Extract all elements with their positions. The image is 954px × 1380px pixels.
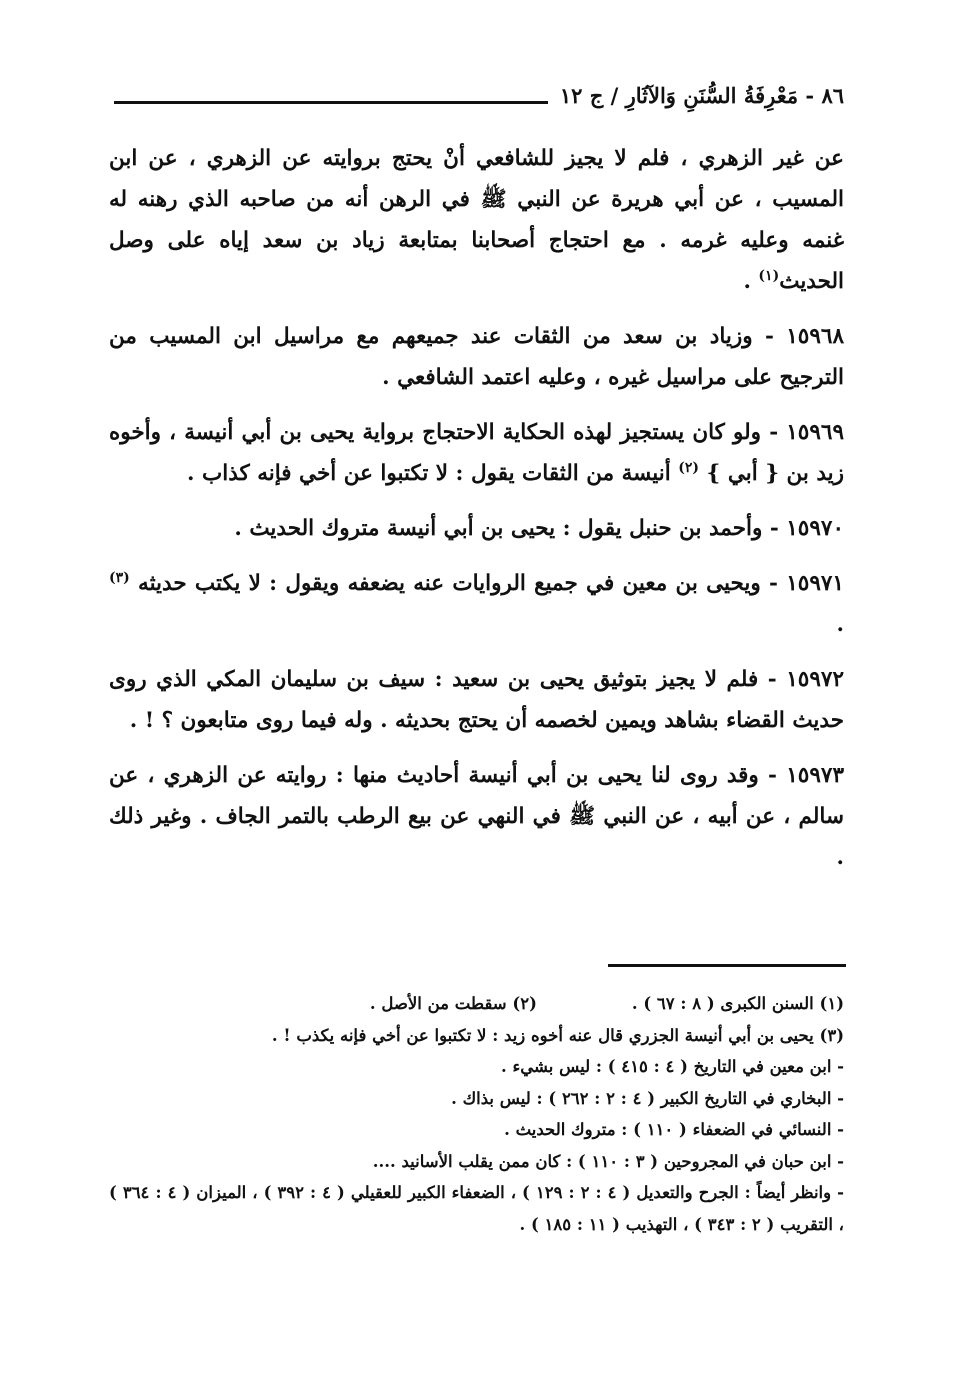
paragraph-text: عن غير الزهري ، فلم لا يجيز للشافعي أنْ يحتج بروايته عن الزهري ، عن ابن المسيب ، عن أبي هريرة عن النبي ﷺ في الرهن أنه من صاحبه الذي رهنه له غنمه وعليه غرمه . مع احتجاج أصحابنا بمتابعة زياد بن سعد إياه على وصل الحديث bbox=[109, 146, 844, 294]
paragraph-text: ١٥٩٧١ - ويحيى بن معين في جميع الروايات عنه يضعفه ويقول : لا يكتب حديثه bbox=[138, 571, 844, 596]
main-text bbox=[109, 138, 844, 892]
footnote-1: (١) السنن الكبرى ( ٨ : ٦٧ ) . bbox=[631, 994, 844, 1013]
footnote-ref: (١) bbox=[758, 267, 780, 284]
footnote-row bbox=[109, 988, 844, 1020]
footnote-separator bbox=[608, 964, 846, 967]
paragraph-15968: ١٥٩٦٨ - وزياد بن سعد من الثقات عند جميعهم مع مراسيل ابن المسيب من الترجيح على مراسيل غيره ، وعليه اعتمد الشافعي . bbox=[109, 324, 844, 390]
paragraph-text: ١٥٩٦٩ - ولو كان يستجيز لهذه الحكاية الاحتجاج برواية يحيى بن أبي أنيسة ، وأخوه زيد بن { أبي } bbox=[109, 420, 844, 486]
paragraph-end: . bbox=[836, 612, 844, 637]
paragraph-continuation bbox=[109, 138, 844, 302]
footnote-line: - النسائي في الضعفاء ( ١١٠ ) : متروك الحديث . bbox=[504, 1120, 844, 1139]
page-header bbox=[114, 78, 844, 112]
paragraph-15972: ١٥٩٧٢ - فلم لا يجيز بتوثيق يحيى بن سعيد : سيف بن سليمان المكي الذي روى حديث القضاء بشاهد ويمين لخصمه أن يحتج بحديثه . وله فيما روى متابعون ؟ ! . bbox=[109, 667, 844, 733]
footnote-2: (٢) سقطت من الأصل . bbox=[369, 994, 537, 1013]
footnote-gap bbox=[537, 988, 632, 1020]
paragraph-15971 bbox=[109, 563, 844, 645]
paragraph-15969 bbox=[109, 412, 844, 494]
running-title: ٨٦ - مَعْرِفَةُ السُّنَنِ وَالآثَارِ / ج ١٢ bbox=[559, 82, 844, 108]
footnote-3: (٣) يحيى بن أبي أنيسة الجزري قال عنه أخوه زيد : لا تكتبوا عن أخي فإنه يكذب ! . bbox=[271, 1025, 844, 1045]
paragraph-15973: ١٥٩٧٣ - وقد روى لنا يحيى بن أبي أنيسة أحاديث منها : روايته عن الزهري ، عن سالم ، عن أبيه ، عن النبي ﷺ في النهي عن بيع الرطب بالتمر الجاف . وغير ذلك . bbox=[109, 763, 844, 870]
footnote-line: - ابن حبان في المجروحين ( ٣ : ١١٠ ) : كان ممن يقلب الأسانيد .... bbox=[372, 1151, 844, 1171]
paragraph-end: . bbox=[743, 269, 759, 294]
header-rule bbox=[114, 101, 548, 104]
footnote-ref: (٢) bbox=[678, 459, 700, 476]
footnotes bbox=[109, 988, 844, 1240]
footnote-line: - وانظر أيضاً : الجرح والتعديل ( ٤ : ٢ : ١٢٩ ) ، الضعفاء الكبير للعقيلي ( ٤ : ٣٩٢ ) ، الميزان ( ٤ : ٣٦٤ ) ، التقريب ( ٢ : ٣٤٣ ) ، التهذيب ( ١١ : ١٨٥ ) . bbox=[109, 1183, 844, 1234]
footnote-ref: (٣) bbox=[109, 569, 130, 586]
paragraph-15970: ١٥٩٧٠ - وأحمد بن حنبل يقول : يحيى بن أبي أنيسة متروك الحديث . bbox=[234, 516, 844, 541]
footnote-line: - ابن معين في التاريخ ( ٤ : ٤١٥ ) : ليس بشيء . bbox=[501, 1057, 844, 1076]
footnote-line: - البخاري في التاريخ الكبير ( ٤ : ٢ : ٢٦٢ ) : ليس بذاك . bbox=[451, 1088, 844, 1108]
paragraph-text: أنيسة من الثقات يقول : لا تكتبوا عن أخي فإنه كذاب . bbox=[187, 461, 679, 486]
